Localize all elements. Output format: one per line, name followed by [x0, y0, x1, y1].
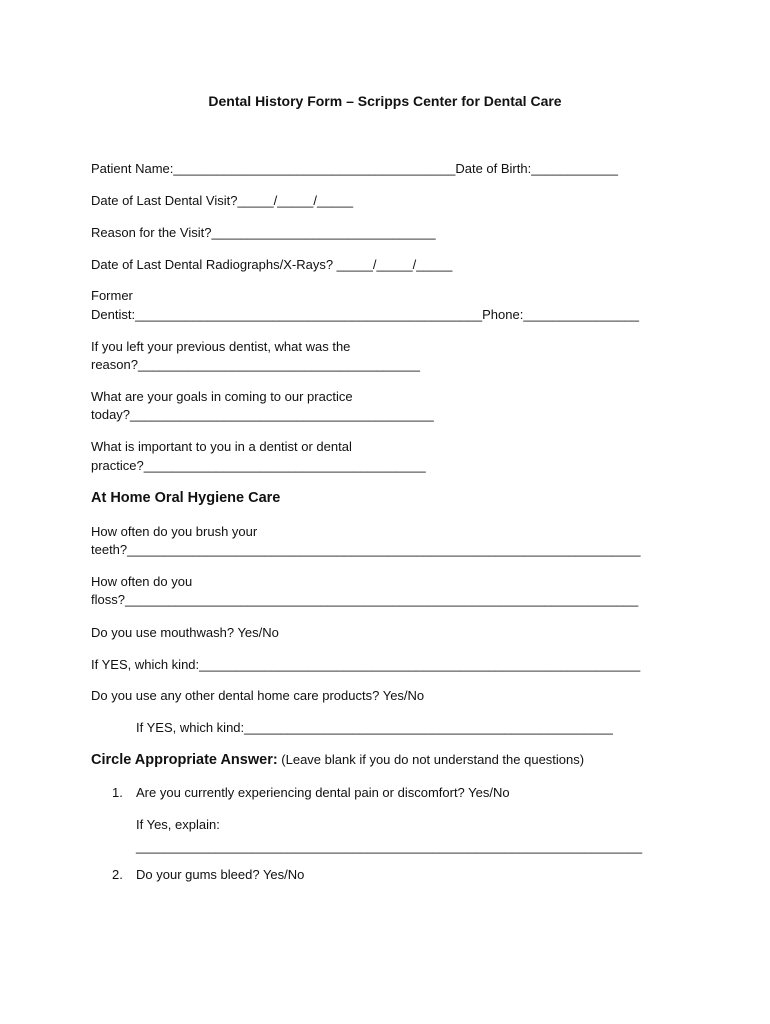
floss-label: How often do you	[91, 574, 193, 589]
q1-number: 1.	[112, 785, 123, 800]
left-prev-field[interactable]: reason?_______________________________________	[91, 357, 420, 372]
mouthwash-question[interactable]: Do you use mouthwash? Yes/No	[91, 625, 279, 640]
q1-explain-field[interactable]: ______________________________________________________________________	[136, 839, 643, 854]
circle-answer-heading	[91, 750, 584, 770]
q1-question[interactable]: Are you currently experiencing dental pain or discomfort? Yes/No	[136, 785, 510, 800]
home-care-heading: At Home Oral Hygiene Care	[91, 490, 281, 506]
q2-number: 2.	[112, 867, 123, 882]
other-kind-field[interactable]: If YES, which kind:___________________________________________________	[136, 720, 613, 735]
last-xrays-field[interactable]: Date of Last Dental Radiographs/X-Rays? _____/_____/_____	[91, 257, 453, 272]
former-dentist-field[interactable]: Dentist:________________________________________________Phone:________________	[91, 307, 639, 322]
floss-field[interactable]: floss?_______________________________________________________________________	[91, 592, 639, 607]
former-dentist-label: Former	[91, 288, 133, 303]
patient-name-field[interactable]: Patient Name:_______________________________________Date of Birth:____________	[91, 161, 618, 176]
last-visit-field[interactable]: Date of Last Dental Visit?_____/_____/_____	[91, 193, 354, 208]
circle-answer-title: Circle Appropriate Answer:	[91, 752, 278, 768]
brush-field[interactable]: teeth?_______________________________________________________________________	[91, 542, 641, 557]
goals-field[interactable]: today?__________________________________________	[91, 407, 434, 422]
q2-question[interactable]: Do your gums bleed? Yes/No	[136, 867, 305, 882]
left-prev-label: If you left your previous dentist, what was the	[91, 339, 351, 354]
reason-visit-field[interactable]: Reason for the Visit?_______________________________	[91, 225, 436, 240]
brush-label: How often do you brush your	[91, 524, 258, 539]
mouthwash-kind-field[interactable]: If YES, which kind:_____________________________________________________________	[91, 657, 641, 672]
circle-answer-note: (Leave blank if you do not understand the questions)	[277, 752, 585, 767]
other-products-question[interactable]: Do you use any other dental home care products? Yes/No	[91, 688, 425, 703]
form-title: Dental History Form – Scripps Center for Dental Care	[208, 93, 562, 109]
q1-explain-label: If Yes, explain:	[136, 817, 220, 832]
important-field[interactable]: practice?_______________________________________	[91, 458, 426, 473]
important-label: What is important to you in a dentist or dental	[91, 439, 352, 454]
goals-label: What are your goals in coming to our practice	[91, 389, 353, 404]
